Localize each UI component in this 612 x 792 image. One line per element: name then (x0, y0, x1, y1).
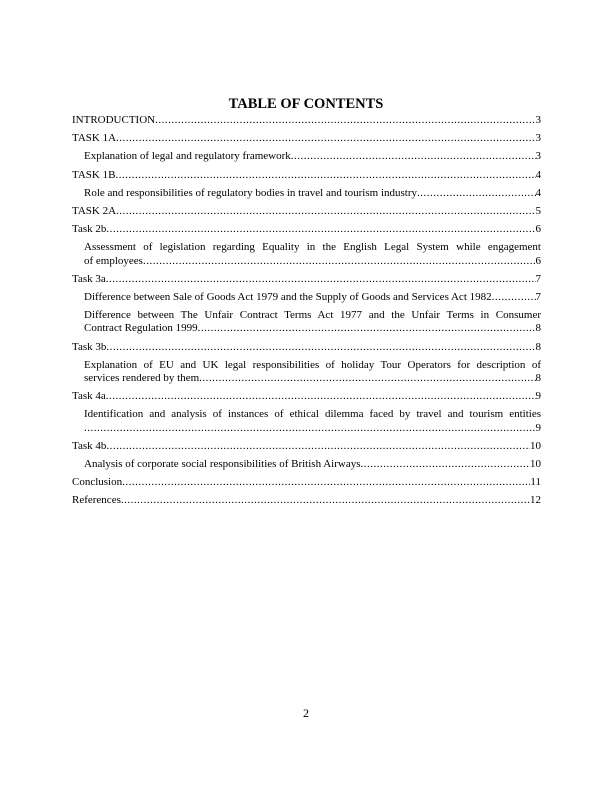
toc-entry[interactable] (72, 291, 541, 304)
toc-entry-label: INTRODUCTION (72, 114, 156, 126)
toc-leader (106, 341, 535, 354)
toc-entry-label: Task 2b (72, 223, 107, 236)
toc-leader (417, 187, 536, 200)
toc-entry-page: 7 (535, 291, 541, 304)
toc-entry-label: Role and responsibilities of regulatory bodies in travel and tourism industry (84, 186, 417, 199)
toc-entry-page: 8 (535, 340, 541, 353)
toc-entry-page: 7 (535, 272, 541, 285)
toc-leader (116, 132, 535, 145)
toc-entry[interactable] (72, 440, 541, 453)
toc-entry-page: 8 (535, 372, 541, 385)
toc-entry[interactable] (72, 273, 541, 286)
toc-leader (199, 372, 535, 385)
toc-entry[interactable] (72, 169, 541, 182)
table-of-contents (72, 114, 541, 508)
toc-entry-label: TASK 1A (72, 132, 117, 145)
page-number: 2 (303, 706, 309, 720)
toc-entry[interactable] (72, 223, 541, 236)
toc-entry[interactable] (72, 187, 541, 200)
toc-entry-page: 4 (535, 186, 541, 199)
toc-leader (106, 223, 535, 236)
toc-entry-page: 6 (535, 223, 541, 236)
toc-entry-label: TASK 1B (72, 168, 116, 181)
toc-entry-page: 8 (535, 322, 541, 335)
toc-entry-label-line2: of employees (84, 254, 143, 267)
toc-entry-label: Difference between Sale of Goods Act 1979 and the Supply of Goods and Services Act 1982 (84, 291, 492, 304)
toc-leader (291, 150, 536, 163)
toc-entry-label: Task 3a (72, 272, 106, 285)
toc-leader (198, 322, 536, 335)
toc-entry[interactable] (72, 150, 541, 163)
toc-entry[interactable] (72, 241, 541, 267)
toc-entry-page: 9 (535, 390, 541, 403)
toc-entry[interactable] (72, 408, 541, 434)
toc-leader (492, 291, 536, 304)
toc-leader (106, 273, 536, 286)
toc-leader (84, 422, 536, 435)
toc-entry-page: 9 (535, 421, 541, 434)
toc-entry-label: TASK 2A (72, 205, 117, 218)
toc-entry-label: Task 4a (72, 390, 106, 403)
toc-entry-page: 12 (530, 494, 541, 507)
toc-entry[interactable] (72, 205, 541, 218)
toc-leader (115, 169, 535, 182)
toc-entry-label: Task 4b (72, 439, 107, 452)
toc-entry-label: References (72, 494, 121, 507)
toc-entry[interactable] (72, 341, 541, 354)
toc-entry-page: 10 (530, 458, 541, 471)
toc-entry-label-line1: Explanation of EU and UK legal responsibilities of holiday Tour Operators for description of (84, 358, 541, 371)
toc-entry[interactable] (72, 114, 541, 127)
toc-leader (116, 205, 535, 218)
toc-entry[interactable] (72, 309, 541, 335)
toc-entry-label-line1: Difference between The Unfair Contract Terms Act 1977 and the Unfair Terms in Consumer (84, 309, 541, 322)
toc-title: TABLE OF CONTENTS (228, 96, 384, 112)
toc-entry[interactable] (72, 494, 541, 507)
toc-entry-label-line1: Identification and analysis of instances of ethical dilemma faced by travel and tourism entities (84, 408, 541, 421)
toc-entry-label-line2: Contract Regulation 1999 (84, 322, 198, 335)
toc-entry-label-line1: Assessment of legislation regarding Equality in the English Legal System while engagement (84, 241, 541, 254)
toc-entry-page: 10 (530, 439, 541, 452)
toc-leader (121, 494, 530, 507)
toc-entry-page: 11 (530, 476, 541, 489)
toc-leader (106, 390, 536, 403)
toc-entry-label: Task 3b (72, 340, 107, 353)
toc-entry-label: Explanation of legal and regulatory framework (84, 150, 291, 163)
toc-entry[interactable] (72, 359, 541, 385)
toc-entry[interactable] (72, 458, 541, 471)
toc-entry-page: 6 (535, 254, 541, 267)
toc-entry-page: 4 (535, 168, 541, 181)
toc-entry[interactable] (72, 476, 541, 489)
toc-entry-page: 3 (535, 150, 541, 163)
toc-entry[interactable] (72, 132, 541, 145)
toc-leader (143, 255, 536, 268)
toc-entry-label: Analysis of corporate social responsibilities of British Airways (84, 458, 361, 471)
toc-entry-page: 3 (535, 132, 541, 145)
toc-entry-label-line2: services rendered by them (84, 372, 200, 385)
toc-leader (360, 458, 530, 471)
toc-entry-label: Conclusion (72, 476, 123, 489)
toc-leader (155, 114, 535, 127)
toc-leader (106, 440, 530, 453)
toc-entry-page: 5 (535, 205, 541, 218)
toc-leader (122, 476, 530, 489)
toc-entry[interactable] (72, 390, 541, 403)
toc-entry-page: 3 (535, 114, 541, 126)
